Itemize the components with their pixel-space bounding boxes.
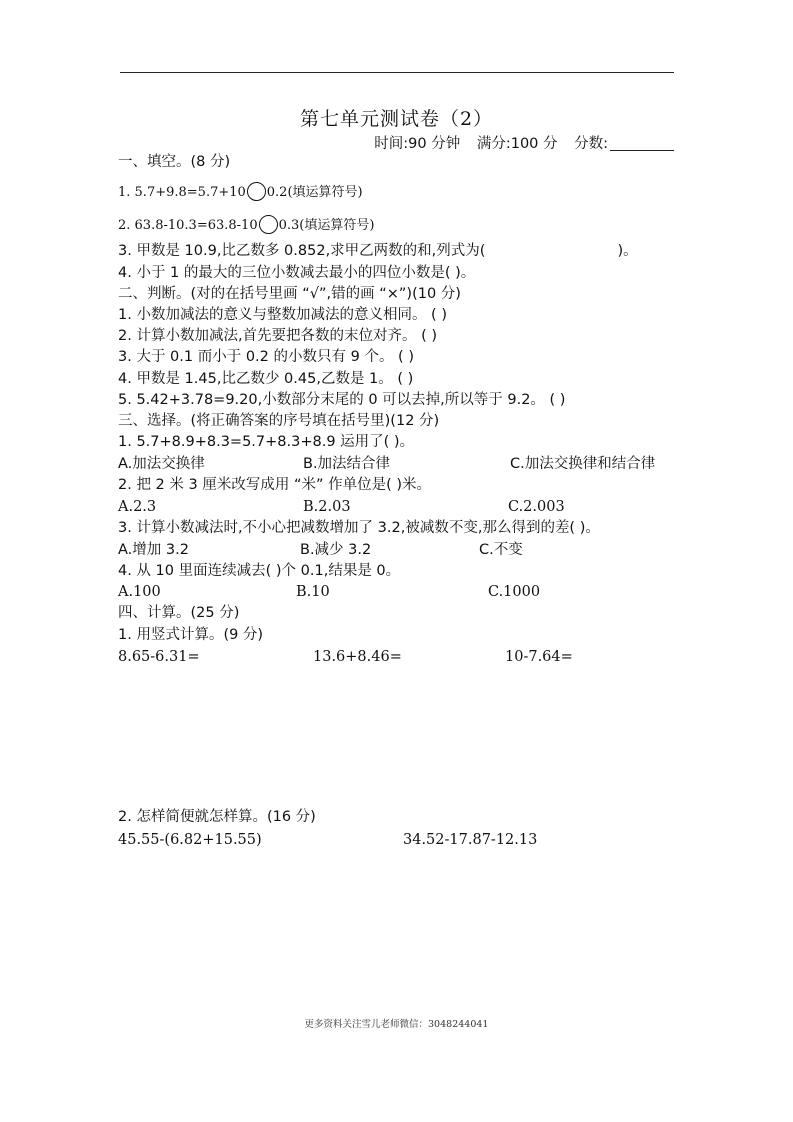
score-blank[interactable] [610,135,674,151]
s3-question-4: 4. 从 10 里面连续减去( )个 0.1,结果是 0。 [118,563,401,579]
s3-question-1: 1. 5.7+8.9+8.3=5.7+8.3+8.9 运用了( )。 [118,434,415,450]
calc-2: 13.6+8.46= [313,649,402,665]
s2-question-3: 3. 大于 0.1 而小于 0.2 的小数只有 9 个。 ( ) [118,349,414,365]
score-line [374,132,674,153]
s1-question-4: 4. 小于 1 的最大的三位小数减去最小的四位小数是( )。 [118,265,476,281]
s3-question-3: 3. 计算小数减法时,不小心把减数增加了 3.2,被减数不变,那么得到的差( )。 [118,520,600,536]
s4-sub-2: 2. 怎样简便就怎样算。(16 分) [118,809,316,825]
section-2-heading: 二、判断。(对的在括号里画 “√”,错的画 “×”)(10 分) [118,286,461,302]
s3-q1-option-c[interactable]: C.加法交换律和结合律 [510,456,656,472]
s3-q3-option-c[interactable]: C.不变 [479,542,523,558]
operator-circle-1[interactable] [247,182,266,201]
s3-q3-option-a[interactable]: A.增加 3.2 [118,542,189,558]
calc-3: 10-7.64= [505,649,573,665]
s2-question-2: 2. 计算小数加减法,首先要把各数的末位对齐。 ( ) [118,328,438,344]
s3-q4-option-b[interactable]: B.10 [296,584,330,600]
calc-1: 8.65-6.31= [118,649,200,665]
page-title: 第七单元测试卷（2） [299,108,494,130]
s3-q4-option-a[interactable]: A.100 [118,584,161,600]
s3-q1-option-b[interactable]: B.加法结合律 [303,456,391,472]
s2-question-4: 4. 甲数是 1.45,比乙数少 0.45,乙数是 1。 ( ) [118,371,414,387]
calc-5: 34.52-17.87-12.13 [403,832,538,848]
s1-question-2: 2. 63.8-10.3=63.8-10 0.3(填运算符号) [118,215,374,236]
s4-sub-1: 1. 用竖式计算。(9 分) [118,627,264,643]
s1-question-1: 1. 5.7+9.8=5.7+10 0.2(填运算符号) [118,182,363,203]
s3-q2-option-c[interactable]: C.2.003 [508,499,565,515]
footer-note: 更多资料关注雪儿老师微信：3048244041 [304,1019,489,1030]
calc-4: 45.55-(6.82+15.55) [118,832,262,848]
section-4-heading: 四、计算。(25 分) [118,605,240,621]
top-rule [120,72,674,73]
s3-q2-option-a[interactable]: A.2.3 [118,499,157,515]
s2-question-5: 5. 5.42+3.78=9.20,小数部分末尾的 0 可以去掉,所以等于 9.2。 ( ) [118,392,566,408]
s2-question-1: 1. 小数加减法的意义与整数加减法的意义相同。 ( ) [118,307,447,323]
s1-question-3: 3. 甲数是 10.9,比乙数多 0.852,求甲乙两数的和,列式为( )。 [118,243,638,259]
s3-q3-option-b[interactable]: B.减少 3.2 [300,542,372,558]
s3-q2-option-b[interactable]: B.2.03 [303,499,351,515]
operator-circle-2[interactable] [259,215,278,234]
score-label: 分数: [574,136,608,152]
s3-question-2: 2. 把 2 米 3 厘米改写成用 “米” 作单位是( )米。 [118,477,431,493]
time-limit: 时间:90 分钟 [374,136,461,152]
section-1-heading: 一、填空。(8 分) [118,154,231,170]
section-3-heading: 三、选择。(将正确答案的序号填在括号里)(12 分) [118,413,440,429]
full-score: 满分:100 分 [476,136,558,152]
s3-q4-option-c[interactable]: C.1000 [488,584,541,600]
s3-q1-option-a[interactable]: A.加法交换律 [118,456,205,472]
